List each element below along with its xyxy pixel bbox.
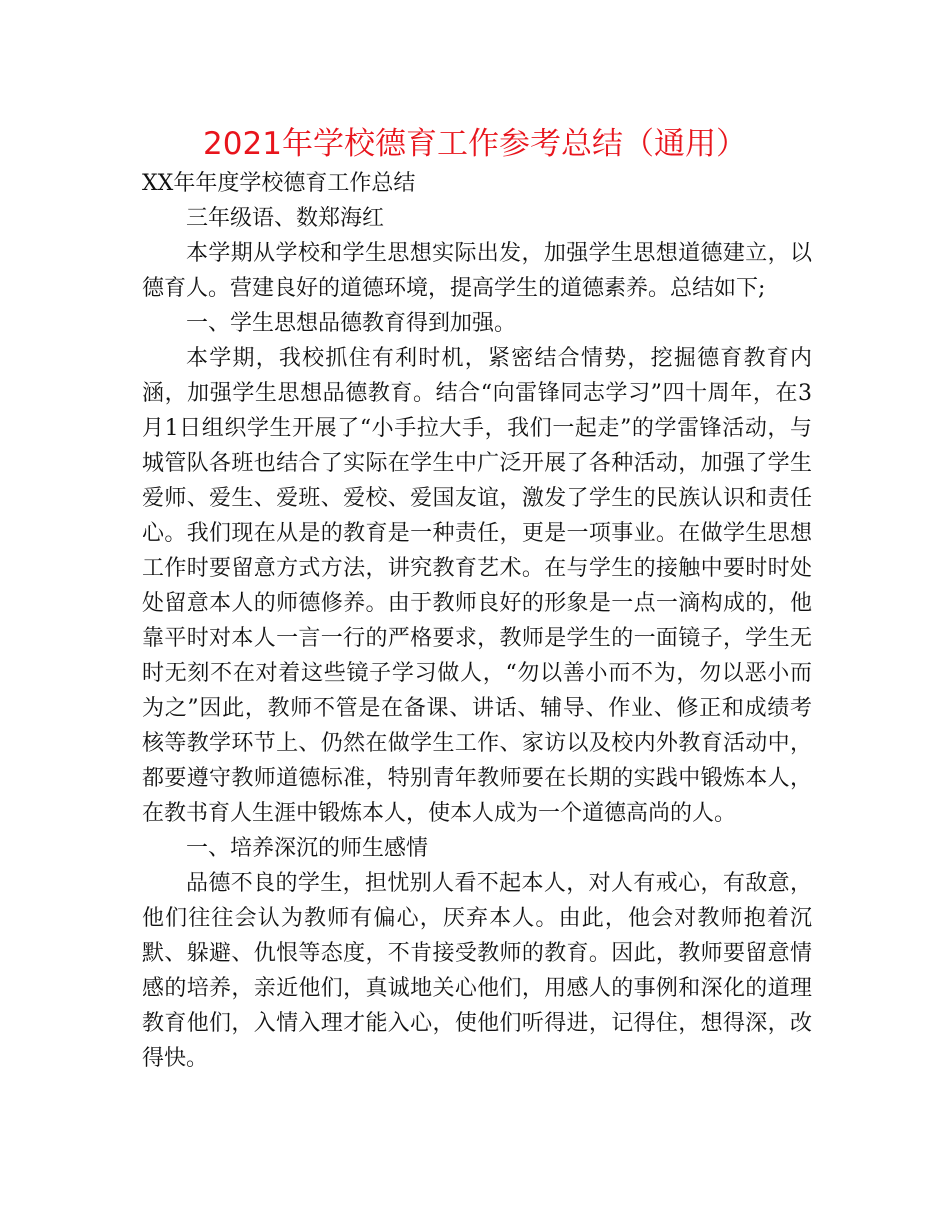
document-subtitle: XX年年度学校德育工作总结: [142, 171, 416, 196]
section-paragraph-2: 品德不良的学生，担忧别人看不起本人，对人有戒心，有敌意，他们往往会认为教师有偏心，厌弃本人。由此，他会对教师抱着沉默、躲避、仇恨等态度，不肯接受教师的教育。因此，教师要留意情感的培养，亲近他们，真诚地关心他们，用感人的事例和深化的道理教育他们，入情入理才能入心，使他们听得进，记得住，想得深，改得快。: [142, 871, 812, 1071]
section-paragraph-1: 本学期，我校抓住有利时机，紧密结合情势，挖掘德育教育内涵，加强学生思想品德教育。结合“向雷锋同志学习”四十周年，在3月1日组织学生开展了“小手拉大手，我们一起走”的学雷锋活动，与城管队各班也结合了实际在学生中广泛开展了各种活动，加强了学生爱师、爱生、爱班、爱校、爱国友谊，激发了学生的民族认识和责任心。我们现在从是的教育是一种责任，更是一项事业。在做学生思想工作时要留意方式方法，讲究教育艺术。在与学生的接触中要时时处处留意本人的师德修养。由于教师良好的形象是一点一滴构成的，他靠平时对本人一言一行的严格要求，教师是学生的一面镜子，学生无时无刻不在对着这些镜子学习做人，“勿以善小而不为，勿以恶小而为之”因此，教师不管是在备课、讲话、辅导、作业、修正和成绩考核等教学环节上、仍然在做学生工作、家访以及校内外教育活动中，都要遵守教师道德标准，特别青年教师要在长期的实践中锻炼本人，在教书育人生涯中锻炼本人，使本人成为一个道德高尚的人。: [142, 346, 812, 826]
section-heading-1: 一、学生思想品德教育得到加强。: [186, 311, 517, 336]
section-heading-2: 一、培养深沉的师生感情: [186, 836, 429, 861]
document-title: 2021年学校德育工作参考总结（通用）: [203, 126, 747, 162]
author-line: 三年级语、数郑海红: [186, 206, 385, 231]
document-body: [142, 166, 812, 1076]
intro-paragraph: 本学期从学校和学生思想实际出发，加强学生思想道德建立，以德育人。营建良好的道德环境，提高学生的道德素养。总结如下;: [142, 241, 812, 301]
